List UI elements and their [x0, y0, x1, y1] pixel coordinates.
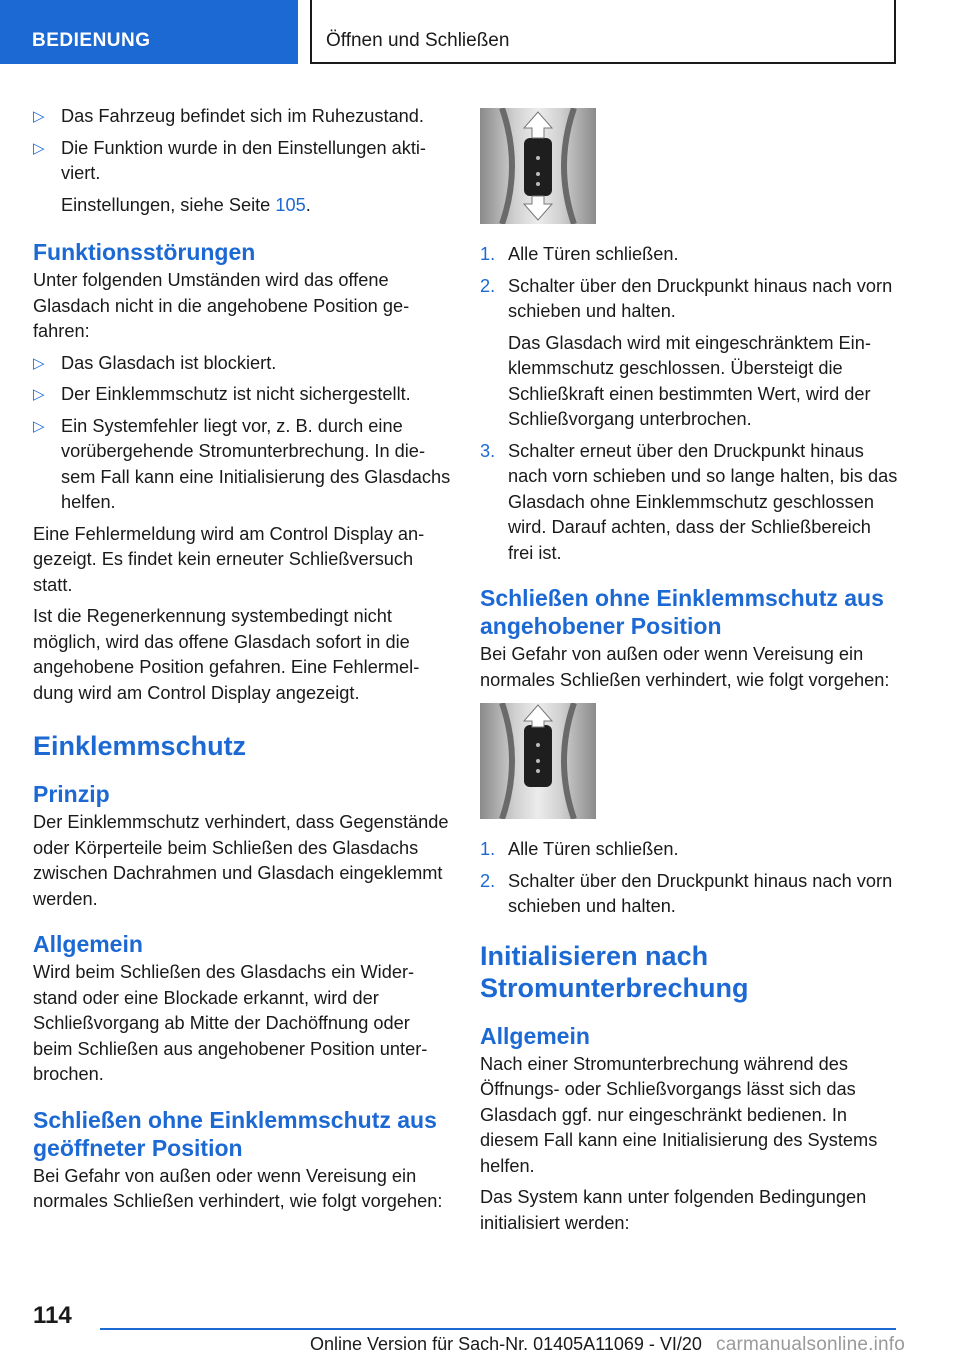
paragraph: Der Einklemmschutz verhindert, dass Gegenstände oder Körperteile beim Schließen des Glasdachs zwischen Dachrahmen und Glasdach eingeklemmt werden. [33, 812, 449, 909]
list-item: ▷ Ein Systemfehler liegt vor, z. B. durch eine vorübergehende Stromunterbrechung. In diesem Fall kann eine Initialisierung des Glasdachs helfen. [33, 415, 451, 512]
triangle-right-icon: ▷ [33, 417, 45, 435]
step-item: 1. Alle Türen schließen. [480, 244, 679, 264]
step-item: 3. Schalter erneut über den Druckpunkt hinaus nach vorn schieben und so lange halten, bis das Glasdach ohne Einklemmschutz geschlossen wird. Darauf achten, dass der Schließbereich frei ist. [480, 440, 898, 563]
step-item: 2. Schalter über den Druckpunkt hinaus nach vorn schieben und halten. [480, 870, 893, 916]
footer-online-version: Online Version für Sach-Nr. 01405A11069 - VI/20 [310, 1334, 702, 1354]
heading-allgemein: Allgemein [480, 1022, 590, 1049]
paragraph: Unter folgenden Umständen wird das offene Glasdach nicht in die angehobene Position gefahren: [33, 270, 410, 341]
heading-funktionsstoerungen: Funktionsstörungen [33, 239, 256, 265]
paragraph: Bei Gefahr von außen oder wenn Vereisung ein normales Schließen verhindert, wie folgt vorgehen: [33, 1165, 443, 1211]
paragraph: Bei Gefahr von außen oder wenn Vereisung ein normales Schließen verhindert, wie folgt vorgehen: [480, 644, 890, 690]
settings-reference: Einstellungen, siehe Seite 105. [61, 194, 311, 215]
triangle-right-icon: ▷ [33, 386, 45, 403]
paragraph: Ist die Regenerkennung systembedingt nicht möglich, wird das offene Glasdach sofort in die angehobene Position gefahren. Eine Fehlermeldung wird am Control Display angezeigt. [33, 606, 420, 703]
list-item: ▷ Die Funktion wurde in den Einstellungen aktiviert. [33, 137, 426, 183]
step-item: 2. Schalter über den Druckpunkt hinaus nach vorn schieben und halten. [480, 275, 893, 321]
paragraph: Eine Fehlermeldung wird am Control Display angezeigt. Es findet kein erneuter Schließversuch statt. [33, 523, 425, 595]
page-link-105[interactable]: 105 [275, 194, 306, 215]
paragraph: Wird beim Schließen des Glasdachs ein Widerstand oder eine Blockade erkannt, wird der Schließvorgang ab Mitte der Dachöffnung oder beim Schließen aus angehobener Position unterbrochen. [33, 962, 428, 1084]
right-column [480, 108, 898, 1242]
watermark: carmanualsonline.info [716, 1334, 906, 1355]
heading-schliessen-angehoben: Schließen ohne Einklemmschutz aus angehobener Position [480, 585, 884, 639]
roof-switch-photo [480, 703, 596, 819]
header-section-tab: BEDIENUNG [0, 0, 298, 64]
paragraph: Nach einer Stromunterbrechung während des Öffnungs- oder Schließvorgangs lässt sich das Glasdach ggf. nur eingeschränkt bedienen. In diesem Fall kann eine Initialisierung des Systems helfen. [480, 1053, 878, 1176]
step-item: 1. Alle Türen schließen. [480, 839, 679, 859]
header-chapter-title: Öffnen und Schließen [310, 0, 896, 64]
paragraph: Das System kann unter folgenden Bedingungen initialisiert werden: [480, 1187, 867, 1233]
heading-einklemmschutz: Einklemmschutz [33, 731, 247, 761]
heading-prinzip: Prinzip [33, 781, 110, 807]
triangle-right-icon: ▷ [33, 139, 45, 157]
list-item: ▷ Der Einklemmschutz ist nicht sichergestellt. [33, 382, 451, 408]
heading-allgemein: Allgemein [33, 931, 143, 957]
triangle-right-icon: ▷ [33, 354, 45, 372]
step-note: Das Glasdach wird mit eingeschränktem Einklemmschutz geschlossen. Übersteigt die Schließkraft einen bestimmten Wert, wird der Schließvorgang unterbrochen. [508, 332, 871, 429]
heading-initialisieren: Initialisieren nach Stromunterbrechung [480, 940, 749, 1003]
list-item: ▷ Das Glasdach ist blockiert. [33, 351, 451, 377]
list-item: ▷ Das Fahrzeug befindet sich im Ruhezustand. [33, 104, 451, 130]
left-column [33, 104, 451, 1221]
footer-divider [100, 1328, 896, 1330]
page-number: 114 [33, 1302, 72, 1329]
roof-switch-photo [480, 108, 596, 224]
heading-schliessen-geoeffnet: Schließen ohne Einklemmschutz aus geöffneter Position [33, 1106, 437, 1161]
triangle-right-icon: ▷ [33, 108, 45, 125]
